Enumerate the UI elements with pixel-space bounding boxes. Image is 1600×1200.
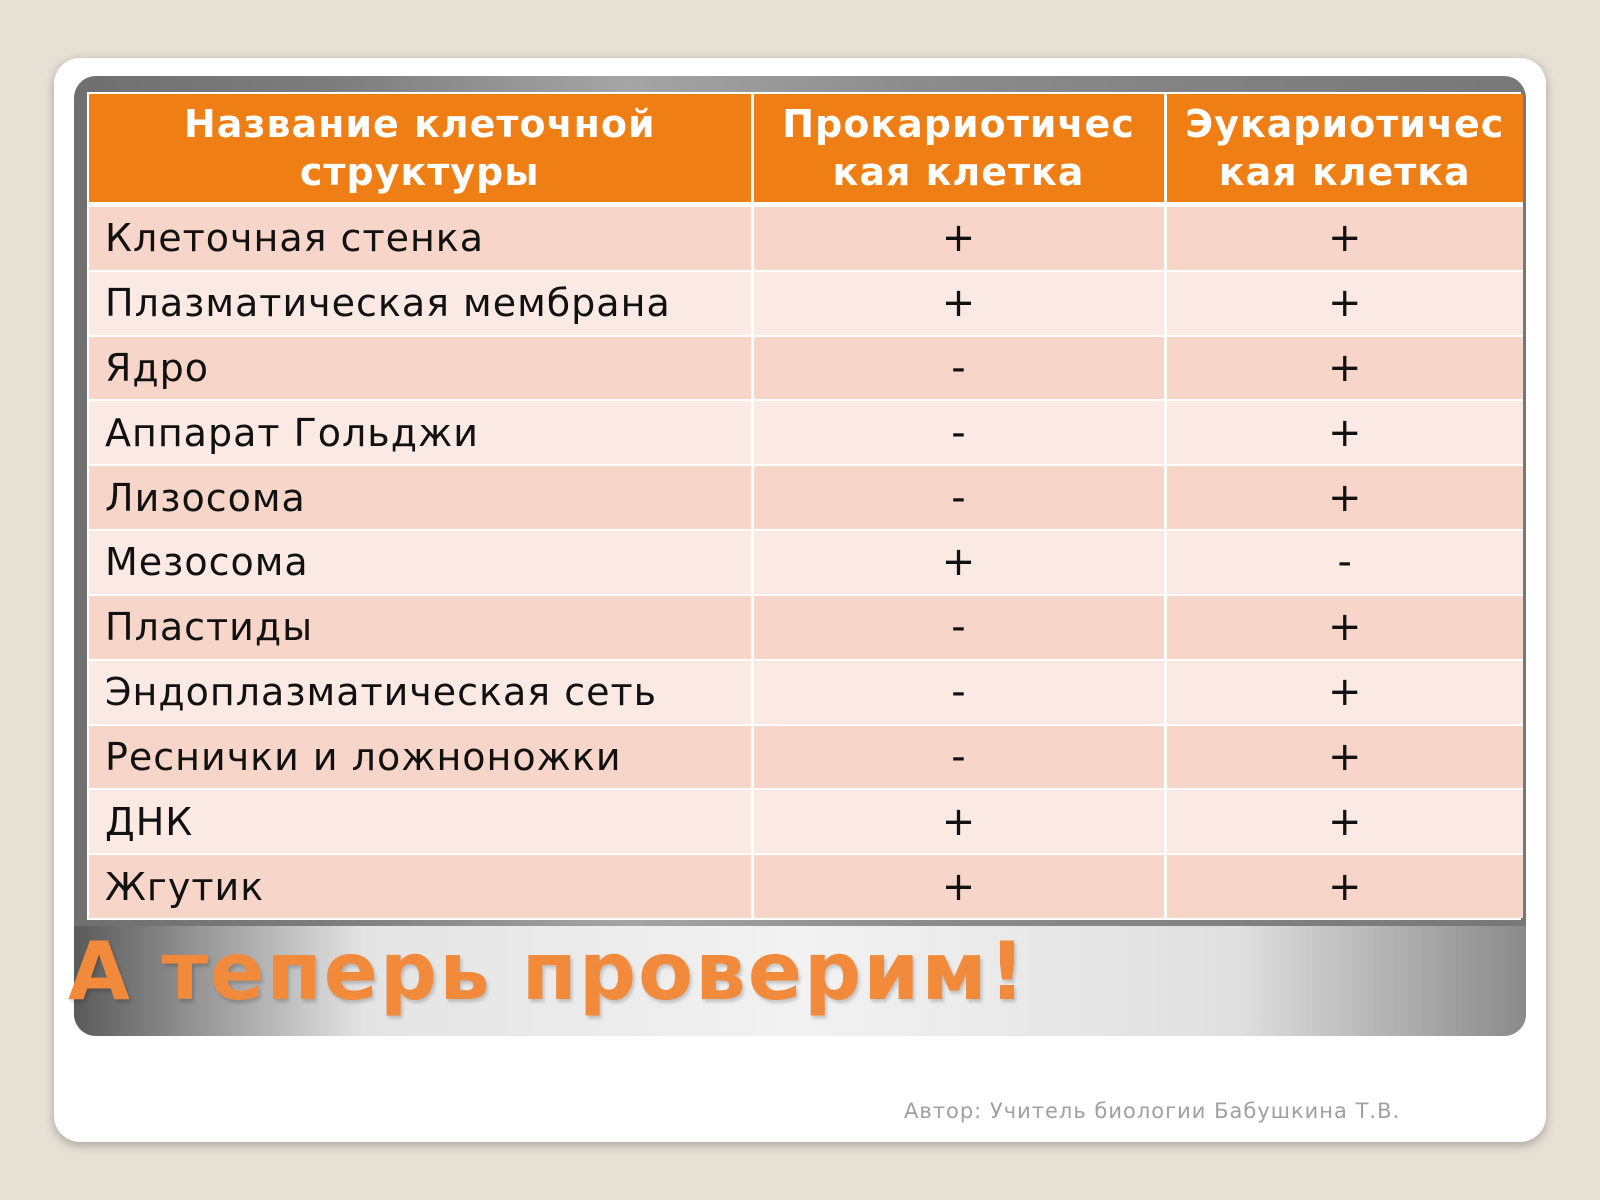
table-row [89,465,1523,530]
table-body [89,205,1523,919]
eukaryotic-mark-cell: + [1165,660,1523,725]
table-row [89,336,1523,401]
table-row [89,725,1523,790]
table-row [89,660,1523,725]
structure-name-cell: Жгутик [89,854,752,918]
eukaryotic-mark-cell: + [1165,465,1523,530]
eukaryotic-mark-cell: + [1165,789,1523,854]
structure-name-cell: Аппарат Гольджи [89,400,752,465]
prokaryotic-mark-cell: - [752,465,1165,530]
structure-name-cell: Мезосома [89,530,752,595]
table-row [89,530,1523,595]
table-row [89,854,1523,918]
structure-name-cell: Ядро [89,336,752,401]
structure-name-cell: Плазматическая мембрана [89,271,752,336]
header-prokaryotic: Прокариотичес кая клетка [752,94,1165,205]
table-row [89,271,1523,336]
structure-name-cell: Пластиды [89,595,752,660]
table-row [89,789,1523,854]
prokaryotic-mark-cell: - [752,400,1165,465]
eukaryotic-mark-cell: + [1165,854,1523,918]
header-structure-name: Название клеточной структуры [89,94,752,205]
cell-structure-table [89,94,1523,918]
structure-name-cell: ДНК [89,789,752,854]
structure-name-cell: Эндоплазматическая сеть [89,660,752,725]
prokaryotic-mark-cell: + [752,854,1165,918]
author-footer: Автор: Учитель биологии Бабушкина Т.В. [904,1099,1401,1123]
prokaryotic-mark-cell: + [752,271,1165,336]
table-row [89,400,1523,465]
structure-name-cell: Реснички и ложноножки [89,725,752,790]
prokaryotic-mark-cell: - [752,336,1165,401]
structure-name-cell: Клеточная стенка [89,205,752,271]
prokaryotic-mark-cell: - [752,595,1165,660]
comparison-table [87,92,1521,920]
eukaryotic-mark-cell: + [1165,400,1523,465]
header-eukaryotic: Эукариотичес кая клетка [1165,94,1523,205]
eukaryotic-mark-cell: + [1165,205,1523,271]
prokaryotic-mark-cell: + [752,205,1165,271]
eukaryotic-mark-cell: + [1165,725,1523,790]
eukaryotic-mark-cell: + [1165,595,1523,660]
table-header-row [89,94,1523,205]
eukaryotic-mark-cell: - [1165,530,1523,595]
prokaryotic-mark-cell: - [752,660,1165,725]
prokaryotic-mark-cell: - [752,725,1165,790]
eukaryotic-mark-cell: + [1165,336,1523,401]
eukaryotic-mark-cell: + [1165,271,1523,336]
slide-title: А теперь проверим! [68,925,1028,1018]
table-row [89,205,1523,271]
prokaryotic-mark-cell: + [752,789,1165,854]
table-row [89,595,1523,660]
structure-name-cell: Лизосома [89,465,752,530]
prokaryotic-mark-cell: + [752,530,1165,595]
